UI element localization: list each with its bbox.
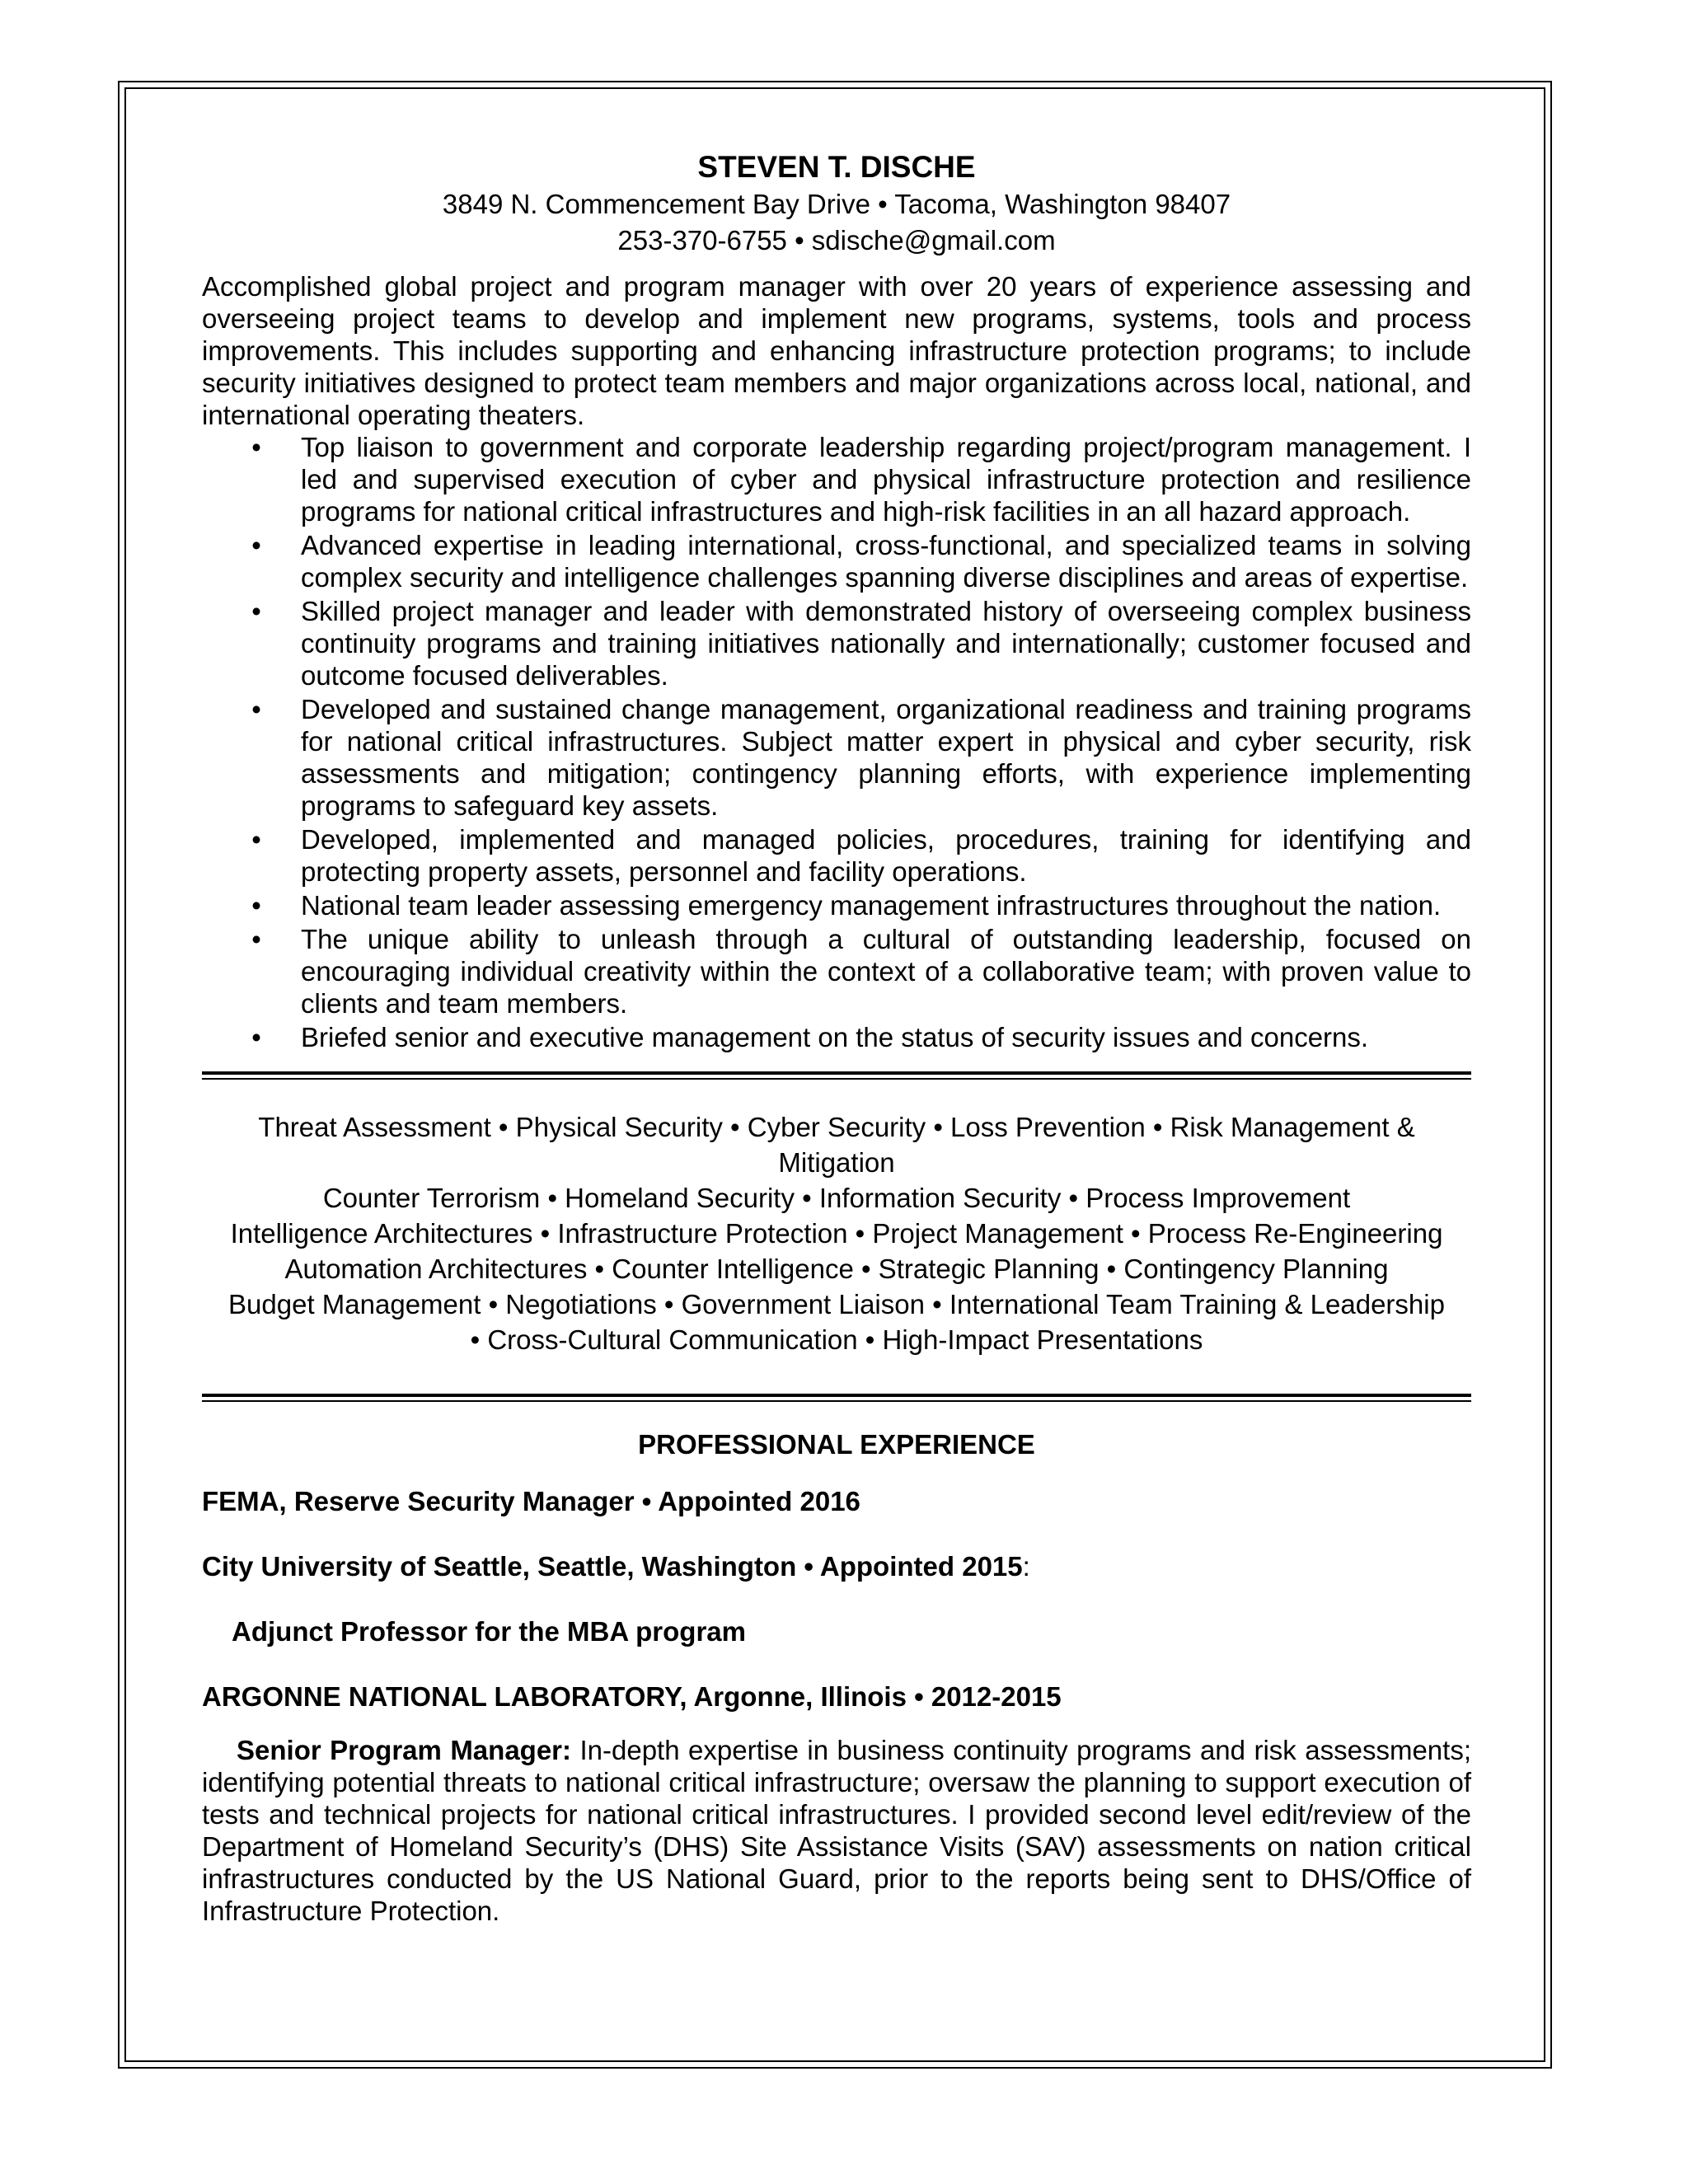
bullet-icon: • — [251, 596, 261, 626]
bullet-icon: • — [251, 1022, 261, 1052]
highlight-text: Top liaison to government and corporate leadership regarding project/program management. I led and supervised execution of cyber and physical infrastructure protection and resilience programs for national critical infrastructures and high-risk facilities in an all hazard approach. — [301, 432, 1471, 527]
highlight-text: Developed, implemented and managed policies, procedures, training for identifying and protecting property assets, personnel and facility operations. — [301, 824, 1471, 887]
phone-email-line: 253-370-6755 • sdische@gmail.com — [617, 225, 1056, 255]
skills-line: • Cross-Cultural Communication • High-Impact Presentations — [470, 1324, 1203, 1355]
highlights-list — [202, 431, 1471, 1053]
summary-paragraph: Accomplished global project and program manager with over 20 years of experience assessing and overseeing project teams to develop and implement new programs, systems, tools and process improvements. This includes supporting and enhancing infrastructure protection programs; to include security initiatives designed to protect team members and major organizations across local, national, and international operating theaters. — [202, 271, 1471, 430]
list-item — [251, 823, 1471, 888]
highlight-text: Skilled project manager and leader with demonstrated history of overseeing complex business continuity programs and training initiatives nationally and internationally; customer focused and outcome focused deliverables. — [301, 596, 1471, 691]
highlight-text: Developed and sustained change management, organizational readiness and training programs for national critical infrastructures. Subject matter expert in physical and cyber security, risk assessments and mitigation; contingency planning efforts, with experience implementing programs to safeguard key assets. — [301, 694, 1471, 821]
employer-fema: FEMA, Reserve Security Manager • Appointed 2016 — [202, 1486, 860, 1516]
candidate-name: STEVEN T. DISCHE — [697, 150, 976, 184]
highlight-text: Briefed senior and executive management on the status of security issues and concerns. — [301, 1022, 1369, 1052]
list-item — [251, 923, 1471, 1019]
skills-line: Budget Management • Negotiations • Government Liaison • International Team Training & Leadership — [228, 1289, 1445, 1319]
section-divider — [202, 1394, 1471, 1402]
highlight-text: National team leader assessing emergency management infrastructures throughout the nation. — [301, 890, 1442, 921]
experience-heading: PROFESSIONAL EXPERIENCE — [638, 1429, 1035, 1460]
employer-suffix: : — [1022, 1551, 1030, 1582]
bullet-icon: • — [251, 924, 261, 954]
list-item — [251, 431, 1471, 527]
address-line: 3849 N. Commencement Bay Drive • Tacoma, Washington 98407 — [442, 189, 1231, 219]
bullet-icon: • — [251, 890, 261, 921]
bullet-icon: • — [251, 530, 261, 560]
list-item — [251, 1021, 1471, 1053]
employer-argonne: ARGONNE NATIONAL LABORATORY, Argonne, Illinois • 2012-2015 — [202, 1681, 1062, 1712]
role-details: In-depth expertise in business continuity programs and risk assessments; identifying potential threats to national critical infrastructure; oversaw the planning to support execution of tests and technical projects for national critical infrastructures. I provided second level edit/review of the Department of Homeland Security’s (DHS) Site Assistance Visits (SAV) assessments on nation critical infrastructures conducted by the US National Guard, prior to the reports being sent to DHS/Office of Infrastructure Protection. — [202, 1735, 1471, 1926]
highlight-text: The unique ability to unleash through a cultural of outstanding leadership, focused on encouraging individual creativity within the context of a collaborative team; with proven value to clients and team members. — [301, 924, 1471, 1019]
skills-line: Counter Terrorism • Homeland Security • Information Security • Process Improvement — [322, 1183, 1351, 1213]
employer-city-university — [202, 1550, 1471, 1582]
list-item — [251, 595, 1471, 691]
argonne-role-description — [202, 1734, 1471, 1927]
bullet-icon: • — [251, 432, 261, 462]
skills-line: Threat Assessment • Physical Security • Cyber Security • Loss Prevention • Risk Management & Mitigation — [258, 1112, 1415, 1178]
list-item — [251, 693, 1471, 822]
role-title: Senior Program Manager: — [237, 1735, 572, 1765]
employer-text: City University of Seattle, Seattle, Washington • Appointed 2015 — [202, 1551, 1023, 1582]
skills-block — [202, 1109, 1471, 1357]
resume-body — [202, 148, 1471, 1927]
role-adjunct-professor: Adjunct Professor for the MBA program — [232, 1616, 746, 1647]
highlight-text: Advanced expertise in leading international, cross-functional, and specialized teams in solving complex security and intelligence challenges spanning diverse disciplines and areas of expertise. — [301, 530, 1471, 593]
section-divider — [202, 1071, 1471, 1080]
bullet-icon: • — [251, 824, 261, 855]
list-item — [251, 529, 1471, 593]
bullet-icon: • — [251, 694, 261, 724]
list-item — [251, 889, 1471, 921]
skills-line: Automation Architectures • Counter Intelligence • Strategic Planning • Contingency Planning — [284, 1254, 1389, 1284]
skills-line: Intelligence Architectures • Infrastructure Protection • Project Management • Process Re-Engineering — [230, 1218, 1443, 1249]
